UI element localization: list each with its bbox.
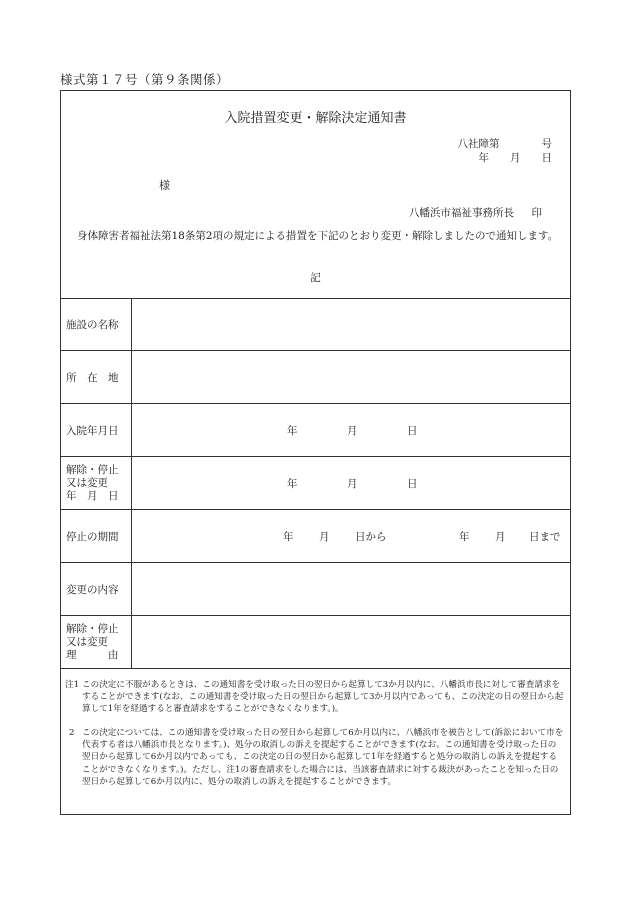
change-content-label: 変更の内容 [61, 563, 132, 615]
footnote-2 [65, 727, 564, 788]
footnotes [61, 670, 570, 816]
issue-date: 年 月 日 [478, 152, 552, 164]
footnote-1 [65, 679, 564, 716]
suspension-to-month: 月 [495, 530, 506, 543]
admission-month: 月 [347, 424, 358, 437]
suspension-from-year: 年 [283, 530, 294, 543]
ki-heading: 記 [310, 272, 321, 284]
table-row-admission-date [61, 404, 570, 457]
cancel-month: 月 [347, 477, 358, 490]
cancel-date-label [61, 457, 132, 509]
facility-label: 施設の名称 [61, 298, 132, 350]
admission-date-label: 入院年月日 [61, 404, 132, 456]
table-row-reason [61, 616, 570, 669]
form-title: 入院措置変更・解除決定通知書 [224, 111, 407, 126]
admission-year: 年 [287, 424, 298, 437]
footnote-2-text: この決定については、この通知書を受け取った日の翌日から起算して6か月以内に、八幡浜市を被告として(訴訟において市を代表する者は八幡浜市長となります。)、処分の取消しの訴えを提起することができます(なお、この通知書を受け取った日の翌日から起算して6か月以内であっても、この決定の日の翌日から起算して1年を経過すると処分の取消しの訴えを提起することができなくなります。)。ただし、注1の審査請求をした場合には、当該審査請求に対する裁決があったことを知った日の翌日から起算して6か月以内に、処分の取消しの訴えを提起することができます。 [82, 728, 564, 787]
reason-label-line-3: 理 由 [66, 648, 119, 661]
cancel-day: 日 [407, 477, 418, 490]
form-header [61, 91, 570, 299]
suspension-period-label: 停止の期間 [61, 510, 132, 562]
table-row-facility [61, 298, 570, 351]
cancel-date-label-line-2: 又は変更 [66, 476, 108, 489]
notice-body: 身体障害者福祉法第18条第2項の規定による措置を下記のとおり変更・解除しましたので通知します。 [77, 230, 559, 242]
footnote-2-mark: 2 [69, 728, 75, 738]
cancel-date-label-line-1: 解除・停止 [66, 463, 119, 476]
location-label: 所 在 地 [61, 351, 132, 403]
cancel-year: 年 [287, 477, 298, 490]
reason-label-line-2: 又は変更 [66, 635, 108, 648]
details-table [61, 298, 570, 669]
admission-day: 日 [407, 424, 418, 437]
suspension-from-day: 日から [355, 530, 387, 543]
seal-mark: 印 [531, 207, 542, 219]
addressee-honorific: 様 [159, 179, 170, 192]
document-number: 八社障第 号 [457, 138, 552, 150]
cancel-date-label-line-3: 年 月 日 [66, 489, 119, 502]
table-row-suspension-period [61, 510, 570, 563]
suspension-to-year: 年 [459, 530, 470, 543]
suspension-from-month: 月 [319, 530, 330, 543]
notice-form [60, 90, 571, 815]
suspension-to-day: 日まで [529, 530, 561, 543]
table-row-location [61, 351, 570, 404]
table-row-change-content [61, 563, 570, 616]
footnote-1-text: この決定に不服があるときは、この通知書を受け取った日の翌日から起算して3か月以内に、八幡浜市長に対して審査請求をすることができます(なお、この通知書を受け取った日の翌日から起算して3か月以内であっても、この決定の日の翌日から起算して1年を経過すると審査請求をすることができなくなります。)。 [82, 680, 564, 715]
form-number: 様式第１７号（第９条関係） [60, 72, 230, 87]
table-row-cancel-date [61, 457, 570, 510]
footnote-1-mark: 注1 [65, 680, 80, 690]
reason-label-line-1: 解除・停止 [66, 622, 119, 635]
issuer-name: 八幡浜市福祉事務所長 [409, 207, 514, 219]
reason-label [61, 616, 132, 668]
